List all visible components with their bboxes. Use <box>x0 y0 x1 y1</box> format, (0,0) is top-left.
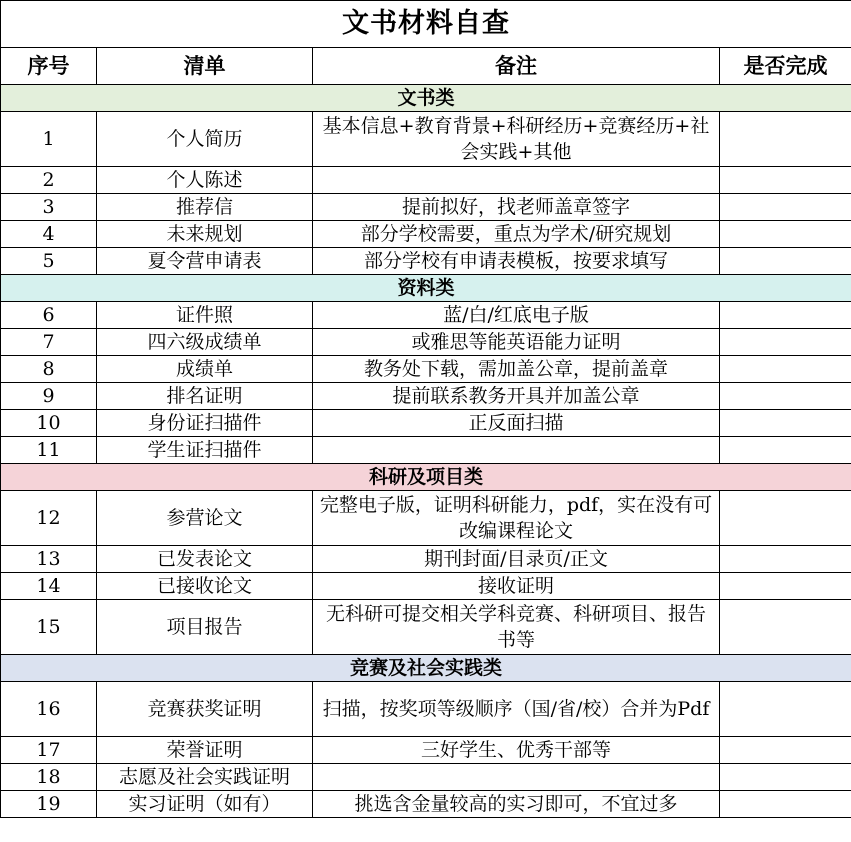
row-done <box>720 491 851 546</box>
row-done <box>720 194 851 221</box>
row-number: 5 <box>1 248 97 275</box>
row-notes: 部分学校有申请表模板，按要求填写 <box>313 248 720 275</box>
row-number: 8 <box>1 356 97 383</box>
row-number: 15 <box>1 600 97 655</box>
row-item: 项目报告 <box>97 600 313 655</box>
section-row <box>1 275 851 302</box>
row-item: 已接收论文 <box>97 573 313 600</box>
row-number: 4 <box>1 221 97 248</box>
row-done <box>720 737 851 764</box>
row-item: 竞赛获奖证明 <box>97 682 313 737</box>
row-item: 推荐信 <box>97 194 313 221</box>
table-row <box>1 791 851 818</box>
row-done <box>720 410 851 437</box>
table-row <box>1 546 851 573</box>
row-notes: 提前联系教务开具并加盖公章 <box>313 383 720 410</box>
header-done: 是否完成 <box>720 48 851 85</box>
row-item: 排名证明 <box>97 383 313 410</box>
row-notes <box>313 764 720 791</box>
table-row <box>1 737 851 764</box>
row-notes: 教务处下载，需加盖公章，提前盖章 <box>313 356 720 383</box>
table-row <box>1 329 851 356</box>
section-header: 资料类 <box>1 275 851 302</box>
row-number: 19 <box>1 791 97 818</box>
row-notes: 无科研可提交相关学科竞赛、科研项目、报告书等 <box>313 600 720 655</box>
table-row <box>1 682 851 737</box>
row-item: 实习证明（如有） <box>97 791 313 818</box>
table-row <box>1 302 851 329</box>
row-notes: 基本信息+教育背景+科研经历+竞赛经历+社会实践+其他 <box>313 112 720 167</box>
header-notes: 备注 <box>313 48 720 85</box>
row-item: 志愿及社会实践证明 <box>97 764 313 791</box>
row-item: 成绩单 <box>97 356 313 383</box>
row-item: 未来规划 <box>97 221 313 248</box>
table-row <box>1 410 851 437</box>
row-notes: 三好学生、优秀干部等 <box>313 737 720 764</box>
row-notes: 部分学校需要，重点为学术/研究规划 <box>313 221 720 248</box>
row-notes: 挑选含金量较高的实习即可，不宜过多 <box>313 791 720 818</box>
row-item: 身份证扫描件 <box>97 410 313 437</box>
row-item: 个人简历 <box>97 112 313 167</box>
row-notes: 扫描，按奖项等级顺序（国/省/校）合并为Pdf <box>313 682 720 737</box>
row-item: 已发表论文 <box>97 546 313 573</box>
section-row <box>1 85 851 112</box>
row-done <box>720 573 851 600</box>
row-number: 1 <box>1 112 97 167</box>
row-done <box>720 356 851 383</box>
row-notes: 蓝/白/红底电子版 <box>313 302 720 329</box>
header-item: 清单 <box>97 48 313 85</box>
row-number: 9 <box>1 383 97 410</box>
row-notes: 或雅思等能英语能力证明 <box>313 329 720 356</box>
row-number: 12 <box>1 491 97 546</box>
row-notes: 完整电子版，证明科研能力，pdf，实在没有可改编课程论文 <box>313 491 720 546</box>
table-row <box>1 383 851 410</box>
table-row <box>1 248 851 275</box>
row-done <box>720 383 851 410</box>
row-done <box>720 167 851 194</box>
row-number: 3 <box>1 194 97 221</box>
table-row <box>1 221 851 248</box>
table-row <box>1 167 851 194</box>
row-number: 7 <box>1 329 97 356</box>
row-number: 10 <box>1 410 97 437</box>
row-done <box>720 302 851 329</box>
table-row <box>1 194 851 221</box>
section-row <box>1 464 851 491</box>
section-row <box>1 655 851 682</box>
row-number: 16 <box>1 682 97 737</box>
row-notes <box>313 437 720 464</box>
row-done <box>720 682 851 737</box>
section-header: 文书类 <box>1 85 851 112</box>
row-item: 个人陈述 <box>97 167 313 194</box>
row-number: 18 <box>1 764 97 791</box>
row-notes: 提前拟好，找老师盖章签字 <box>313 194 720 221</box>
row-item: 学生证扫描件 <box>97 437 313 464</box>
row-done <box>720 437 851 464</box>
row-item: 参营论文 <box>97 491 313 546</box>
row-number: 11 <box>1 437 97 464</box>
row-done <box>720 546 851 573</box>
row-number: 17 <box>1 737 97 764</box>
row-done <box>720 791 851 818</box>
row-done <box>720 329 851 356</box>
table-row <box>1 764 851 791</box>
row-notes: 接收证明 <box>313 573 720 600</box>
row-number: 13 <box>1 546 97 573</box>
row-done <box>720 764 851 791</box>
row-notes <box>313 167 720 194</box>
row-done <box>720 112 851 167</box>
table-row <box>1 437 851 464</box>
table-row <box>1 112 851 167</box>
row-number: 6 <box>1 302 97 329</box>
section-header: 竞赛及社会实践类 <box>1 655 851 682</box>
row-done <box>720 248 851 275</box>
row-item: 证件照 <box>97 302 313 329</box>
row-notes: 正反面扫描 <box>313 410 720 437</box>
row-notes: 期刊封面/目录页/正文 <box>313 546 720 573</box>
table-title: 文书材料自查 <box>1 1 851 48</box>
table-row <box>1 356 851 383</box>
header-number: 序号 <box>1 48 97 85</box>
row-done <box>720 600 851 655</box>
row-number: 14 <box>1 573 97 600</box>
row-number: 2 <box>1 167 97 194</box>
table-row <box>1 600 851 655</box>
row-done <box>720 221 851 248</box>
row-item: 夏令营申请表 <box>97 248 313 275</box>
row-item: 四六级成绩单 <box>97 329 313 356</box>
table-row <box>1 491 851 546</box>
section-header: 科研及项目类 <box>1 464 851 491</box>
row-item: 荣誉证明 <box>97 737 313 764</box>
table-row <box>1 573 851 600</box>
